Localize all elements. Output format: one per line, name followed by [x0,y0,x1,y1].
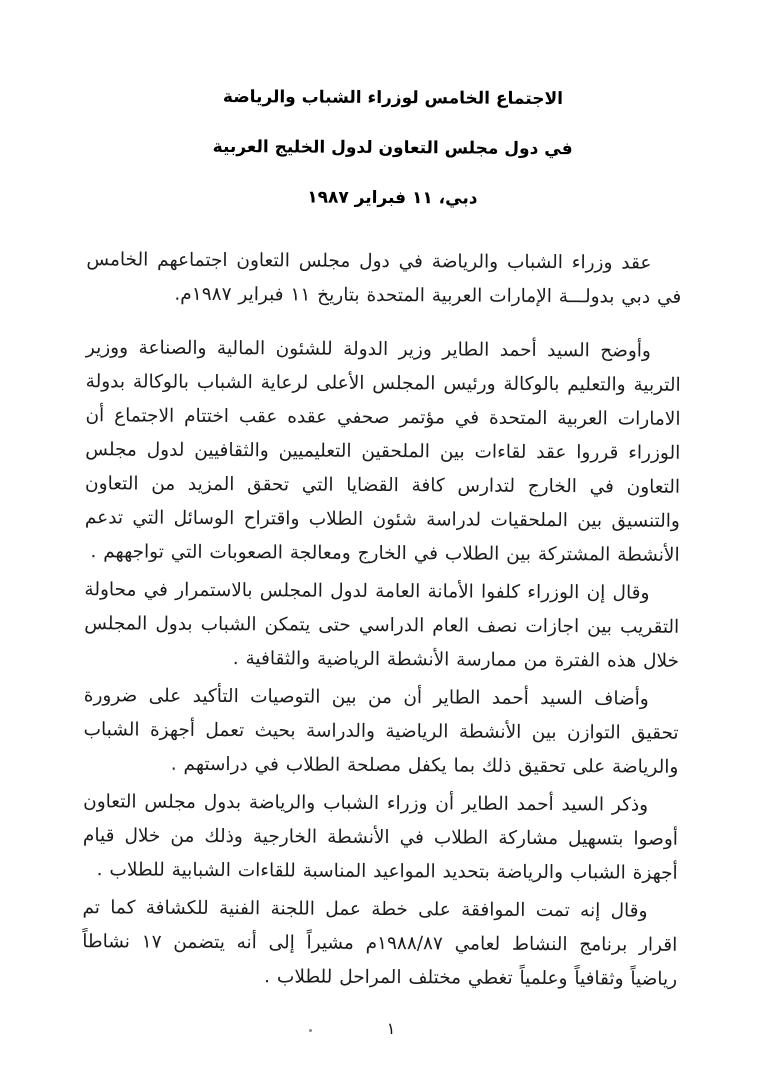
page-number: ١ [386,1019,396,1038]
paragraph-student-participation: وذكر السيد أحمد الطاير أن وزراء الشباب والرياضة بدول مجلس التعاون أوصوا بتسهيل مشاركة الطلاب في الأنشطة الخارجية وذلك من خلال قيام أجهزة الشباب والرياضة بتحديد المواعيد المناسبة للقاءات الشبابية للطلاب . [82,791,678,884]
title-line-meeting: الاجتماع الخامس لوزراء الشباب والرياضة [222,87,564,110]
paragraph-recommendations: وأضاف السيد أحمد الطاير أن من بين التوصيات التأكيد على ضرورة تحقيق التوازن بين الأنشطة الرياضية والدراسة بحيث تعمل أجهزة الشباب والرياضة على تحقيق ذلك بما يكفل مصلحة الطلاب في دراستهم . [83,685,679,778]
document-title-block [95,0,691,211]
title-line-date: دبي، ١١ فبراير ١٩٨٧ [307,187,478,209]
document-body [82,0,683,1001]
paragraph-secretariat: وقال إن الوزراء كلفوا الأمانة العامة لدول المجلس بالاستمرار في محاولة التقريب بين اجازات نصف العام الدراسي حتى يتمكن الشباب بدول المجلس خلال هذه الفترة من ممارسة الأنشطة الرياضية والثقافية . [84,579,680,672]
paragraph-minister-statement: وأوضح السيد أحمد الطاير وزير الدولة للشئون المالية والصناعة ووزير التربية والتعليم بالوكالة ورئيس المجلس الأعلى لرعاية الشباب بالوكالة بدولة الامارات العربية المتحدة في مؤتمر صحفي عقده عقب اختتام الاجتماع أن الوزراء قرروا عقد لقاءات بين الملحقين التعليميين والثقافيين لدول مجلس التعاون في الخارج لتدارس كافة القضايا التي تحقق المزيد من التعاون والتنسيق بين الملحقيات لدراسة شئون الطلاب واقتراح الوسائل التي تدعم الأنشطة المشتركة بين الطلاب في الخارج ومعالجة الصعوبات التي تواجههم . [84,337,681,566]
paragraph-scout-plan: وقال إنه تمت الموافقة على خطة عمل اللجنة الفنية للكشافة كما تم اقرار برنامج النشاط لعامي ١٩٨٨/٨٧م مشيراً إلى أنه يتضمن ١٧ نشاطاً رياضياً وثقافياً وعلمياً تغطي مختلف المراحل للطلاب . [82,897,678,990]
paragraph-opening: عقد وزراء الشباب والرياضة في دول مجلس التعاون اجتماعهم الخامس في دبي بدولـــة الإمارات العربية المتحدة بتاريخ ١١ فبراير ١٩٨٧م. [86,249,682,308]
title-line-council: في دول مجلس التعاون لدول الخليج العربية [212,136,573,160]
document-text [82,243,682,997]
